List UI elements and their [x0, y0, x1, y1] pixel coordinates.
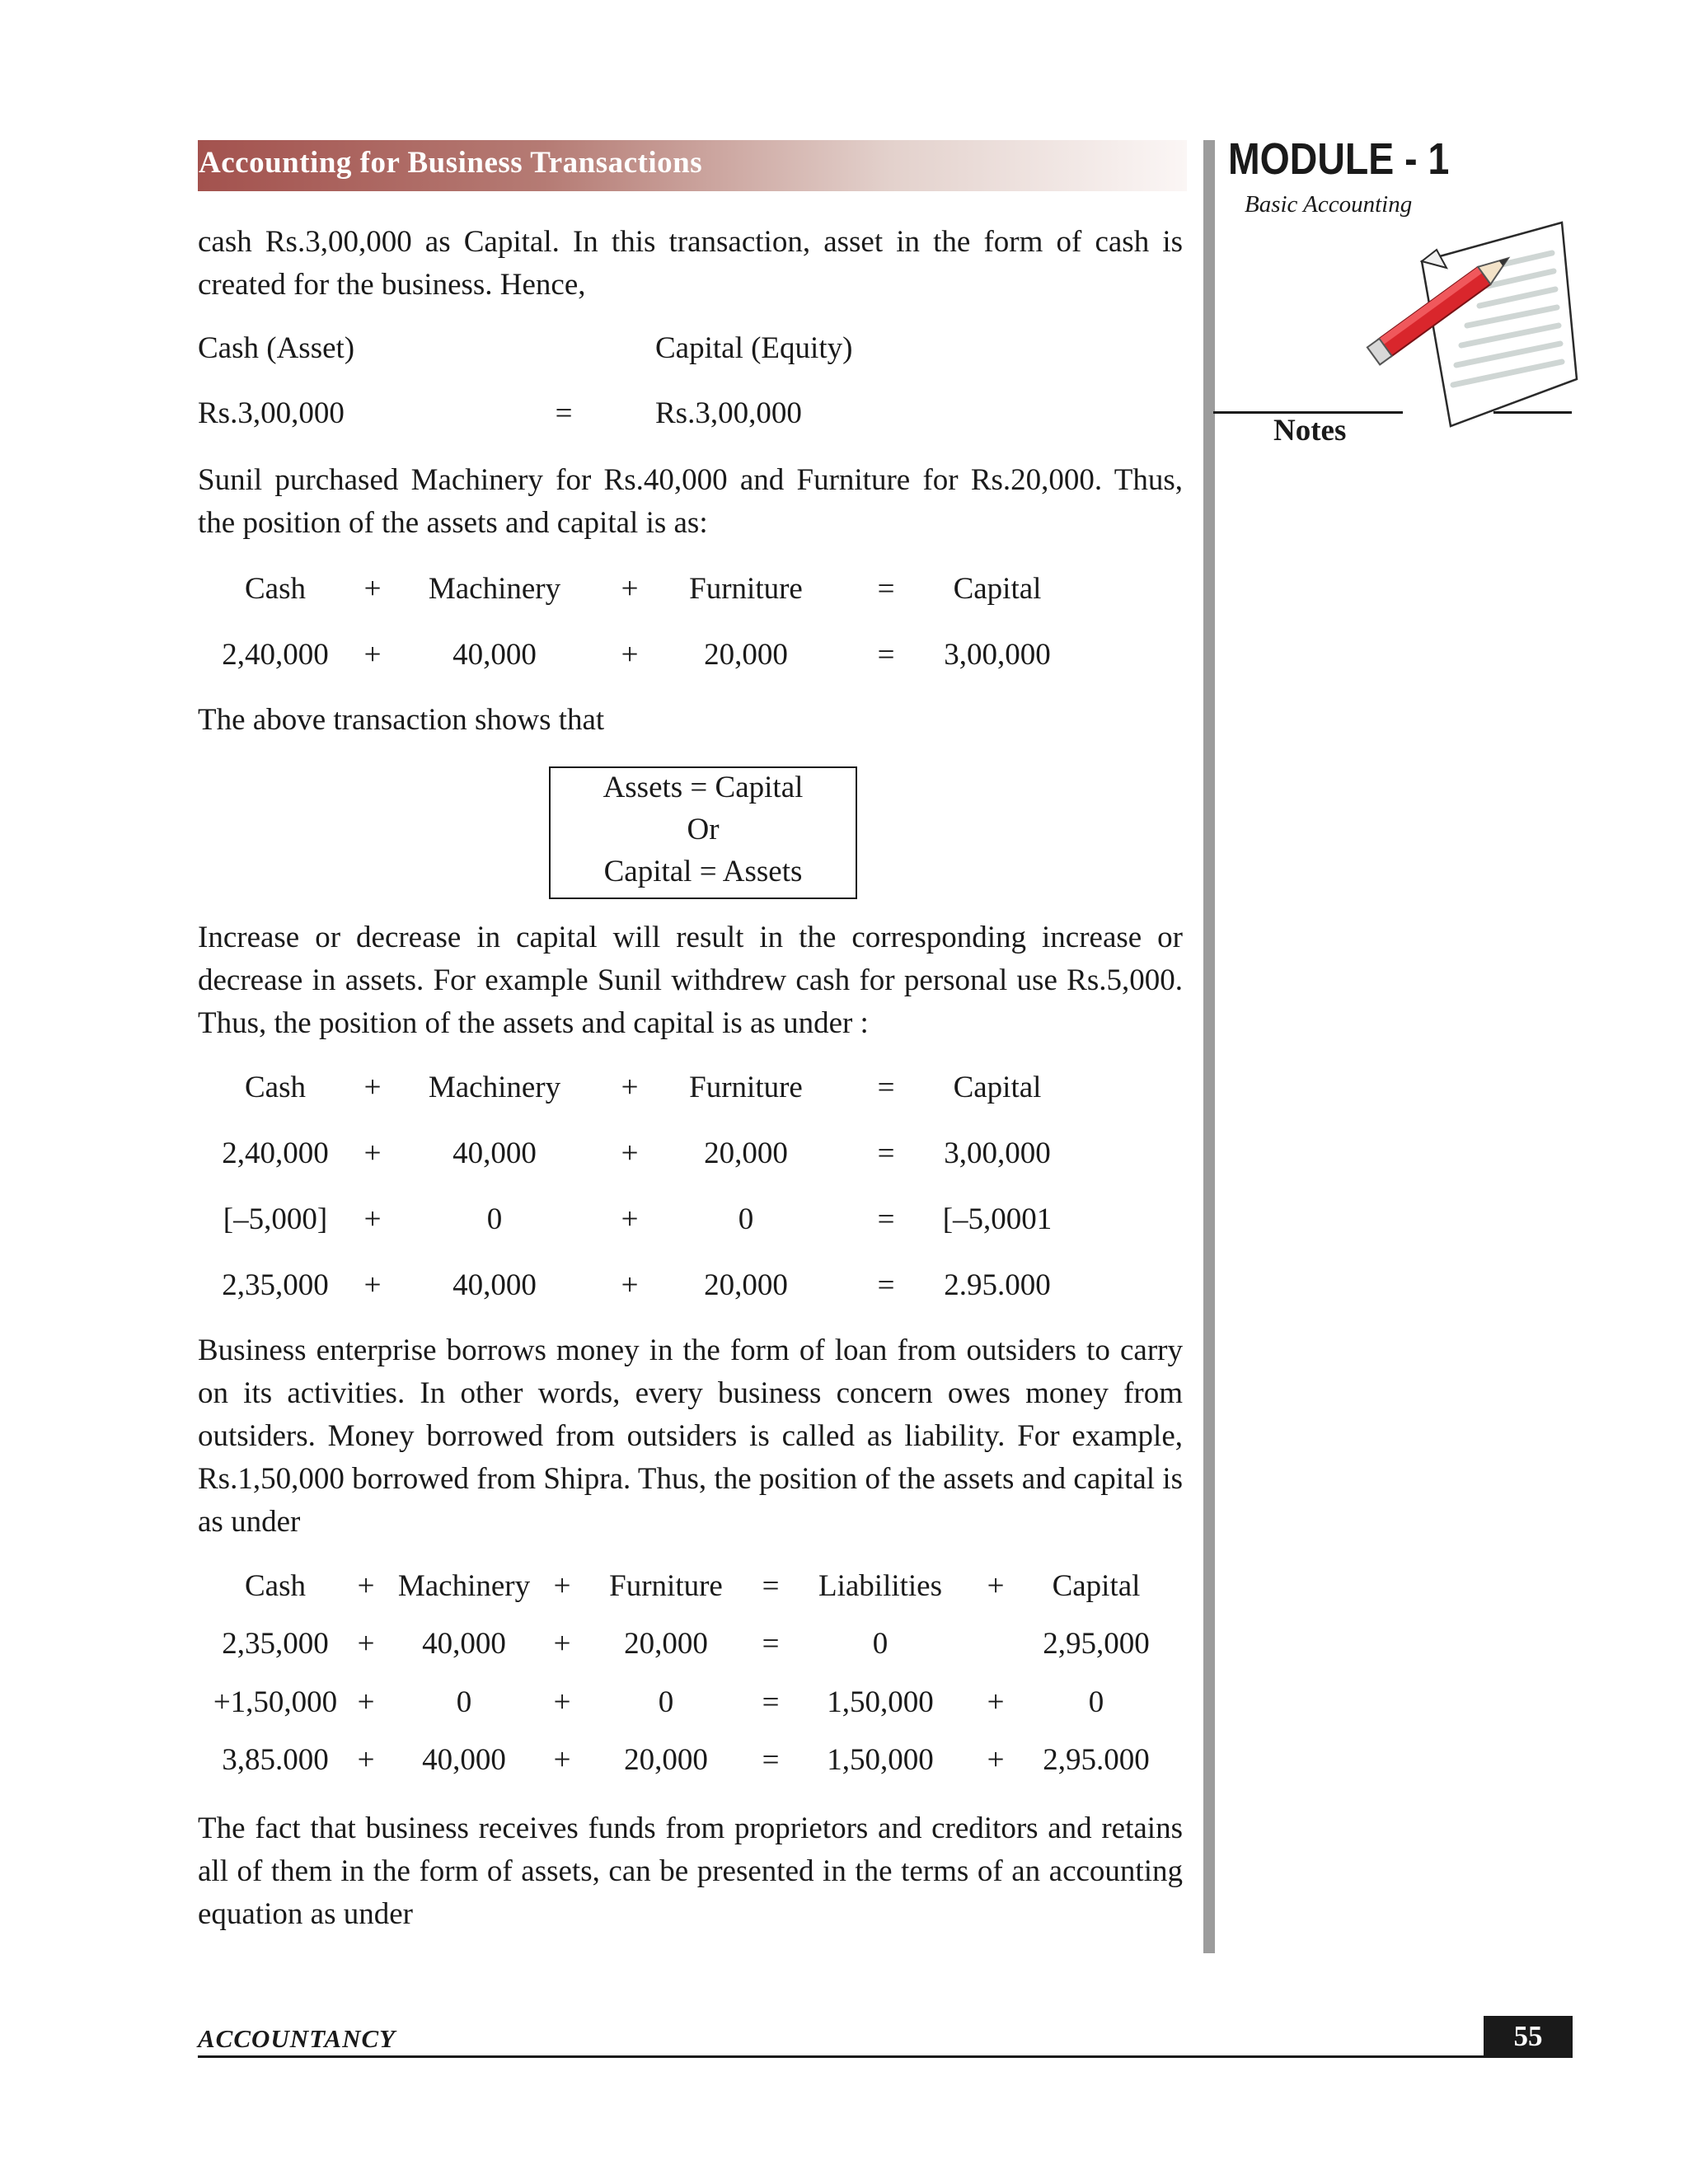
table-cell: 20,000: [704, 1268, 788, 1302]
table-cell: Machinery: [428, 1071, 561, 1104]
table-cell: 20,000: [624, 1743, 708, 1777]
table-cell: +: [553, 1627, 571, 1661]
table-cell: +: [363, 1071, 382, 1104]
table-cell: +: [987, 1569, 1005, 1603]
table-cell: +: [621, 572, 639, 606]
table-cell: 0: [1088, 1685, 1104, 1719]
table-cell: +: [553, 1743, 571, 1777]
table-cell: 40,000: [422, 1743, 506, 1777]
table-cell: =: [877, 1071, 895, 1104]
table-cell: =: [762, 1685, 780, 1719]
table-cell: +: [357, 1569, 375, 1603]
table-cell: 2,95,000: [1043, 1627, 1150, 1661]
paragraph-funds: The fact that business receives funds from proprietors and creditors and retains all of them in the form of assets, can be presented in the terms of an accounting equation as under: [198, 1811, 1183, 1931]
footer-rule: [198, 2055, 1573, 2058]
table-cell: Capital: [953, 1071, 1042, 1104]
table-cell: 0: [456, 1685, 472, 1719]
eq1-value-capital: Rs.3,00,000: [655, 396, 802, 430]
table-cell: Capital: [953, 572, 1042, 606]
equation-box: [549, 766, 857, 899]
table-cell: +: [363, 1268, 382, 1302]
notes-rule-right: [1493, 411, 1572, 414]
footer-subject: ACCOUNTANCY: [198, 2024, 396, 2053]
table-cell: +: [621, 1202, 639, 1236]
table-cell: 20,000: [704, 1137, 788, 1170]
table-cell: =: [877, 1137, 895, 1170]
table-cell: 2,35,000: [222, 1268, 329, 1302]
paragraph-capital: cash Rs.3,00,000 as Capital. In this transaction, asset in the form of cash is created for the business. Hence,: [198, 225, 1183, 302]
table-cell: =: [877, 572, 895, 606]
module-label: MODULE - 1: [1228, 134, 1450, 184]
table-cell: [–5,0001: [942, 1202, 1053, 1236]
eq1-heading-cash: Cash (Asset): [198, 331, 355, 365]
table-cell: 20,000: [624, 1627, 708, 1661]
eq1-value-cash: Rs.3,00,000: [198, 396, 345, 430]
table-cell: +: [987, 1685, 1005, 1719]
table-cell: 0: [872, 1627, 889, 1661]
table-cell: 20,000: [704, 638, 788, 672]
table-cell: 3,00,000: [944, 1137, 1051, 1170]
paragraph-purchase: Sunil purchased Machinery for Rs.40,000 and Furniture for Rs.20,000. Thus, the position of the assets and capital is as:: [198, 463, 1183, 540]
table-cell: 0: [738, 1202, 754, 1236]
box-line-1: Assets = Capital: [603, 771, 804, 804]
table-cell: +: [553, 1569, 571, 1603]
table-cell: 2,40,000: [222, 638, 329, 672]
table-cell: +: [357, 1627, 375, 1661]
table-cell: [–5,000]: [223, 1202, 328, 1236]
table-cell: +: [363, 572, 382, 606]
table-cell: +: [363, 1202, 382, 1236]
table-cell: 40,000: [452, 1137, 537, 1170]
table-cell: 2.95.000: [944, 1268, 1051, 1302]
chapter-title: Accounting for Business Transactions: [199, 146, 703, 180]
table-cell: =: [877, 638, 895, 672]
paragraph-liability: Business enterprise borrows money in the form of loan from outsiders to carry on its activities. In other words, every business concern owes money from outsiders. Money borrowed from outsiders is called as liability. For example, Rs.1,50,000 borrowed from Shipra. Thus, the position of the assets and capital is as under: [198, 1333, 1183, 1539]
table-cell: =: [877, 1268, 895, 1302]
table-cell: +: [621, 638, 639, 672]
table-cell: 2,95.000: [1043, 1743, 1150, 1777]
eq1-heading-capital: Capital (Equity): [655, 331, 853, 365]
paragraph-shows: The above transaction shows that: [198, 703, 605, 737]
table-cell: =: [762, 1569, 780, 1603]
table-cell: +: [621, 1137, 639, 1170]
table-cell: +: [987, 1743, 1005, 1777]
box-line-3: Capital = Assets: [603, 855, 803, 888]
table-cell: 3,00,000: [944, 638, 1051, 672]
table-cell: 1,50,000: [827, 1743, 934, 1777]
table-cell: =: [762, 1627, 780, 1661]
table-cell: 0: [486, 1202, 503, 1236]
table-cell: Cash: [245, 1569, 306, 1603]
table-cell: +1,50,000: [213, 1685, 338, 1719]
table-cell: +: [363, 638, 382, 672]
table-cell: +: [621, 1268, 639, 1302]
subject-label: Basic Accounting: [1245, 191, 1413, 218]
table-cell: Capital: [1052, 1569, 1141, 1603]
table-cell: 2,40,000: [222, 1137, 329, 1170]
page-number: 55: [1484, 2016, 1573, 2056]
box-line-2: Or: [687, 813, 720, 846]
table-cell: Furniture: [609, 1569, 723, 1603]
table-cell: Machinery: [397, 1569, 531, 1603]
table-cell: Cash: [245, 1071, 306, 1104]
table-cell: Furniture: [689, 572, 803, 606]
table-cell: Machinery: [428, 572, 561, 606]
table-cell: 40,000: [422, 1627, 506, 1661]
table-cell: Cash: [245, 572, 306, 606]
table-cell: 40,000: [452, 1268, 537, 1302]
table-cell: 0: [658, 1685, 674, 1719]
table-cell: =: [762, 1743, 780, 1777]
notes-label: Notes: [1273, 414, 1347, 448]
table-cell: +: [357, 1685, 375, 1719]
table-cell: 2,35,000: [222, 1627, 329, 1661]
table-cell: =: [877, 1202, 895, 1236]
table-cell: +: [357, 1743, 375, 1777]
table-cell: Furniture: [689, 1071, 803, 1104]
table-cell: 1,50,000: [827, 1685, 934, 1719]
table-cell: 40,000: [452, 638, 537, 672]
paragraph-withdrawal: Increase or decrease in capital will result in the corresponding increase or decrease in assets. For example Sunil withdrew cash for personal use Rs.5,000. Thus, the position of the assets and capital is as under :: [198, 921, 1183, 1040]
table-cell: Liabilities: [818, 1569, 943, 1603]
table-cell: 3,85.000: [222, 1743, 329, 1777]
table-cell: +: [553, 1685, 571, 1719]
table-cell: +: [621, 1071, 639, 1104]
table-cell: +: [363, 1137, 382, 1170]
eq1-equals: =: [555, 396, 573, 430]
